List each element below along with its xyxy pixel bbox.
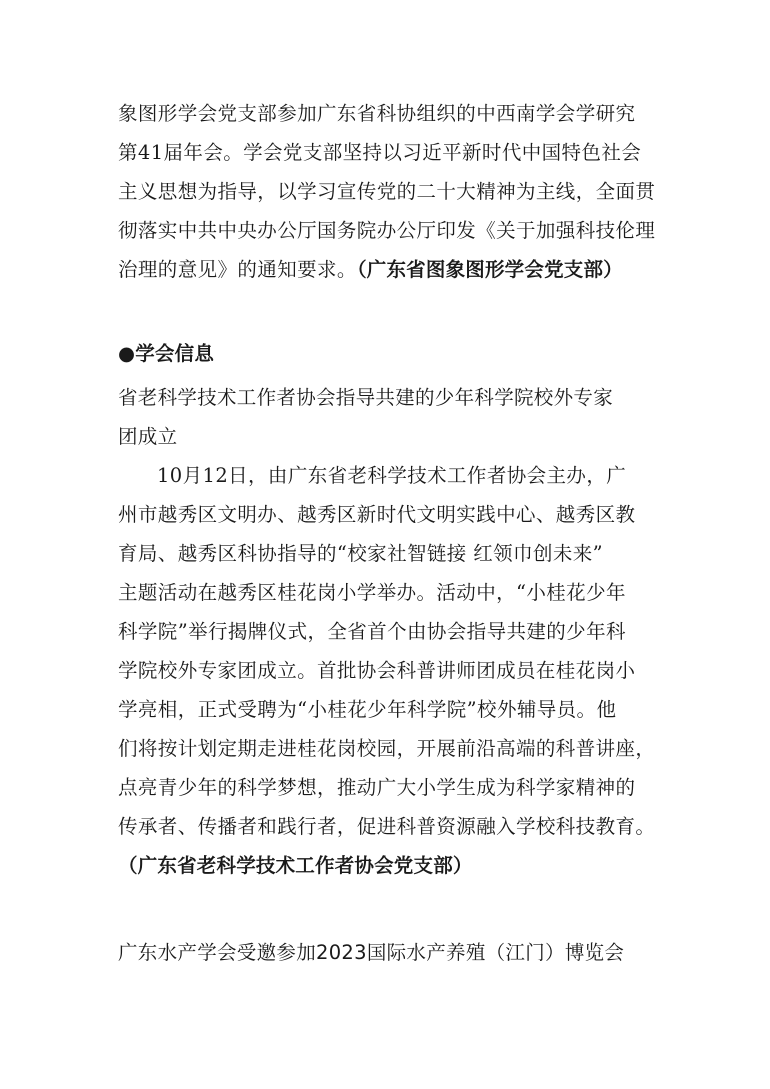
article-body-line: 点亮青少年的科学梦想，推动广大小学生成为科学家精神的 [118, 776, 636, 799]
paragraph-line-last [118, 258, 623, 282]
article-title-line: 团成立 [118, 425, 178, 448]
article-body-line: 学院校外专家团成立。首批协会科普讲师团成员在桂花岗小 [118, 659, 636, 682]
paragraph-line: 象图形学会党支部参加广东省科协组织的中西南学会学研究 [118, 102, 636, 125]
article-body-line: 主题活动在越秀区桂花岗小学举办。活动中，“小桂花少年 [118, 581, 626, 604]
article-title: 广东水产学会受邀参加2023国际水产养殖（江门）博览会 [118, 941, 625, 964]
source-attribution: （广东省图象图形学会党支部） [356, 258, 623, 281]
section-heading: ●学会信息 [118, 342, 215, 365]
paragraph-line: 主义思想为指导，以学习宣传党的二十大精神为主线，全面贯 [118, 180, 656, 203]
article-body-line: 学亮相，正式受聘为“小桂花少年科学院”校外辅导员。他 [118, 698, 617, 721]
article-body-line: 们将按计划定期走进桂花岗校园，开展前沿高端的科普讲座， [118, 737, 656, 760]
article-body-line: 科学院”举行揭牌仪式，全省首个由协会指导共建的少年科 [118, 620, 626, 643]
article-title-line: 省老科学技术工作者协会指导共建的少年科学院校外专家 [118, 386, 614, 409]
paragraph-line: 彻落实中共中央办公厅国务院办公厅印发《关于加强科技伦理 [118, 219, 656, 242]
article-body-line: 10月12日，由广东省老科学技术工作者协会主办，广 [157, 464, 627, 487]
source-attribution: （广东省老科学技术工作者协会党支部） [118, 854, 473, 877]
paragraph-text: 治理的意见》的通知要求。 [118, 258, 357, 281]
article-body-line: 州市越秀区文明办、越秀区新时代文明实践中心、越秀区教 [118, 503, 636, 526]
article-body-line: 传承者、传播者和践行者，促进科普资源融入学校科技教育。 [118, 815, 656, 838]
paragraph-line: 第41届年会。学会党支部坚持以习近平新时代中国特色社会 [118, 141, 642, 164]
article-body-line: 育局、越秀区科协指导的“校家社智链接 红领巾创未来” [118, 542, 604, 565]
